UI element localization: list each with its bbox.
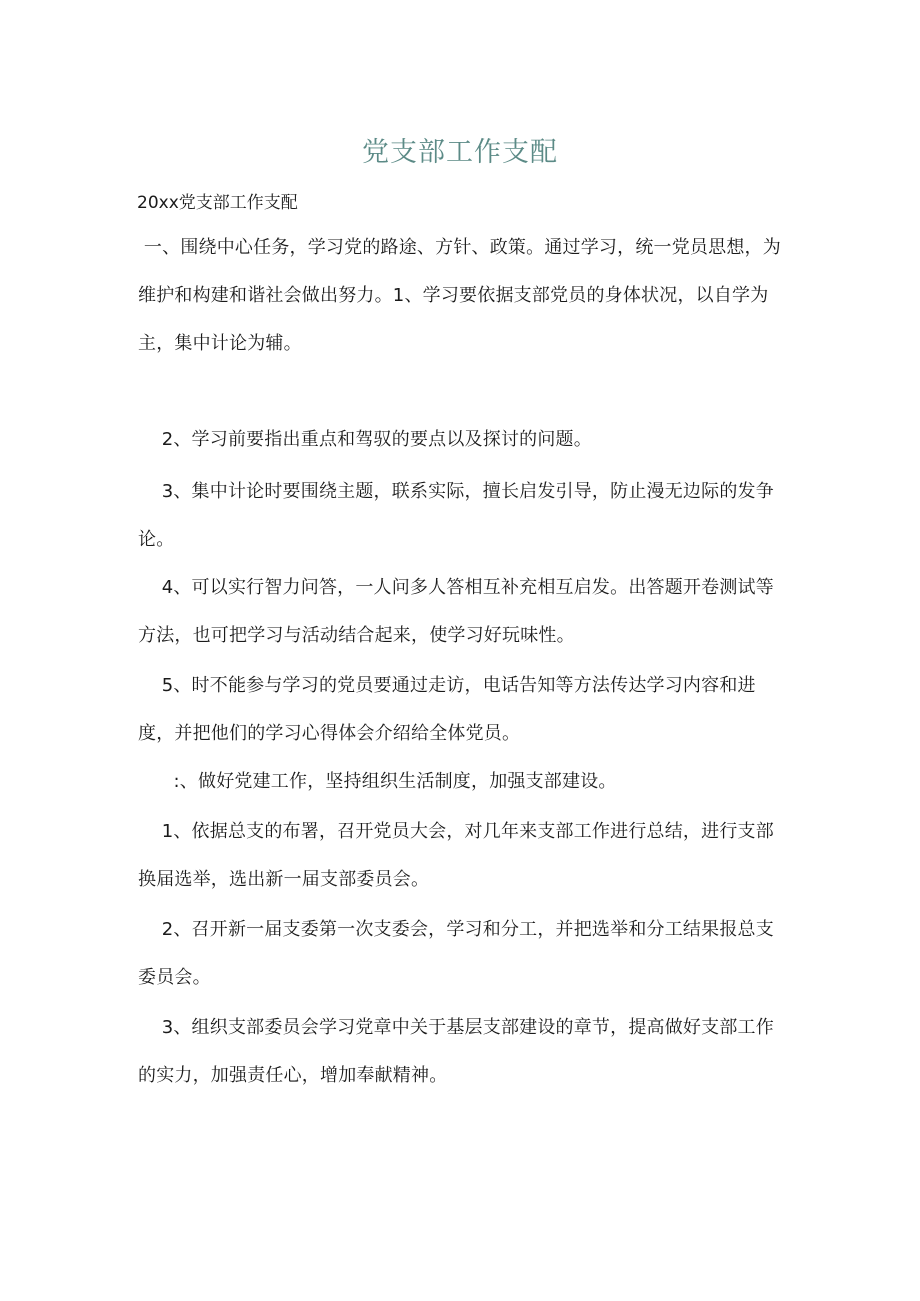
paragraph-text: :、做好党建工作，坚持组织生活制度，加强支部建设。 — [138, 771, 617, 792]
paragraph-8 — [138, 906, 788, 1002]
document-subtitle: 20xx党支部工作支配 — [137, 193, 298, 213]
paragraph-text: 5、时不能参与学习的党员要通过走访，电话告知等方法传达学习内容和进度，并把他们的学习心得体会介绍给全体党员。 — [138, 675, 756, 744]
paragraph-text: 一、围绕中心任务，学习党的路途、方针、政策。通过学习，统一党员思想，为维护和构建和谐社会做出努力。1、学习要依据支部党员的身体状况，以自学为主，集中计论为辅。 — [138, 237, 781, 354]
paragraph-7 — [138, 808, 788, 904]
paragraph-3 — [138, 468, 788, 564]
paragraph-9 — [138, 1004, 788, 1100]
paragraph-1 — [138, 224, 788, 368]
document-title: 党支部工作支配 — [362, 137, 558, 168]
paragraph-6 — [138, 758, 788, 806]
paragraph-text: 2、召开新一届支委第一次支委会，学习和分工，并把选举和分工结果报总支委员会。 — [138, 919, 774, 988]
paragraph-text: 4、可以实行智力问答，一人问多人答相互补充相互启发。出答题开卷测试等方法，也可把学习与活动结合起来，使学习好玩味性。 — [138, 577, 774, 646]
paragraph-4 — [138, 564, 788, 660]
paragraph-text: 3、组织支部委员会学习党章中关于基层支部建设的章节，提高做好支部工作的实力，加强责任心，增加奉献精神。 — [138, 1017, 774, 1086]
paragraph-text: 2、学习前要指出重点和驾驭的要点以及探讨的问题。 — [138, 429, 592, 450]
paragraph-text: 3、集中计论时要围绕主题，联系实际，擅长启发引导，防止漫无边际的发争论。 — [138, 481, 774, 550]
paragraph-5 — [138, 662, 788, 758]
paragraph-text: 1、依据总支的布署，召开党员大会，对几年来支部工作进行总结，进行支部换届选举，选出新一届支部委员会。 — [138, 821, 774, 890]
paragraph-2 — [138, 416, 788, 464]
